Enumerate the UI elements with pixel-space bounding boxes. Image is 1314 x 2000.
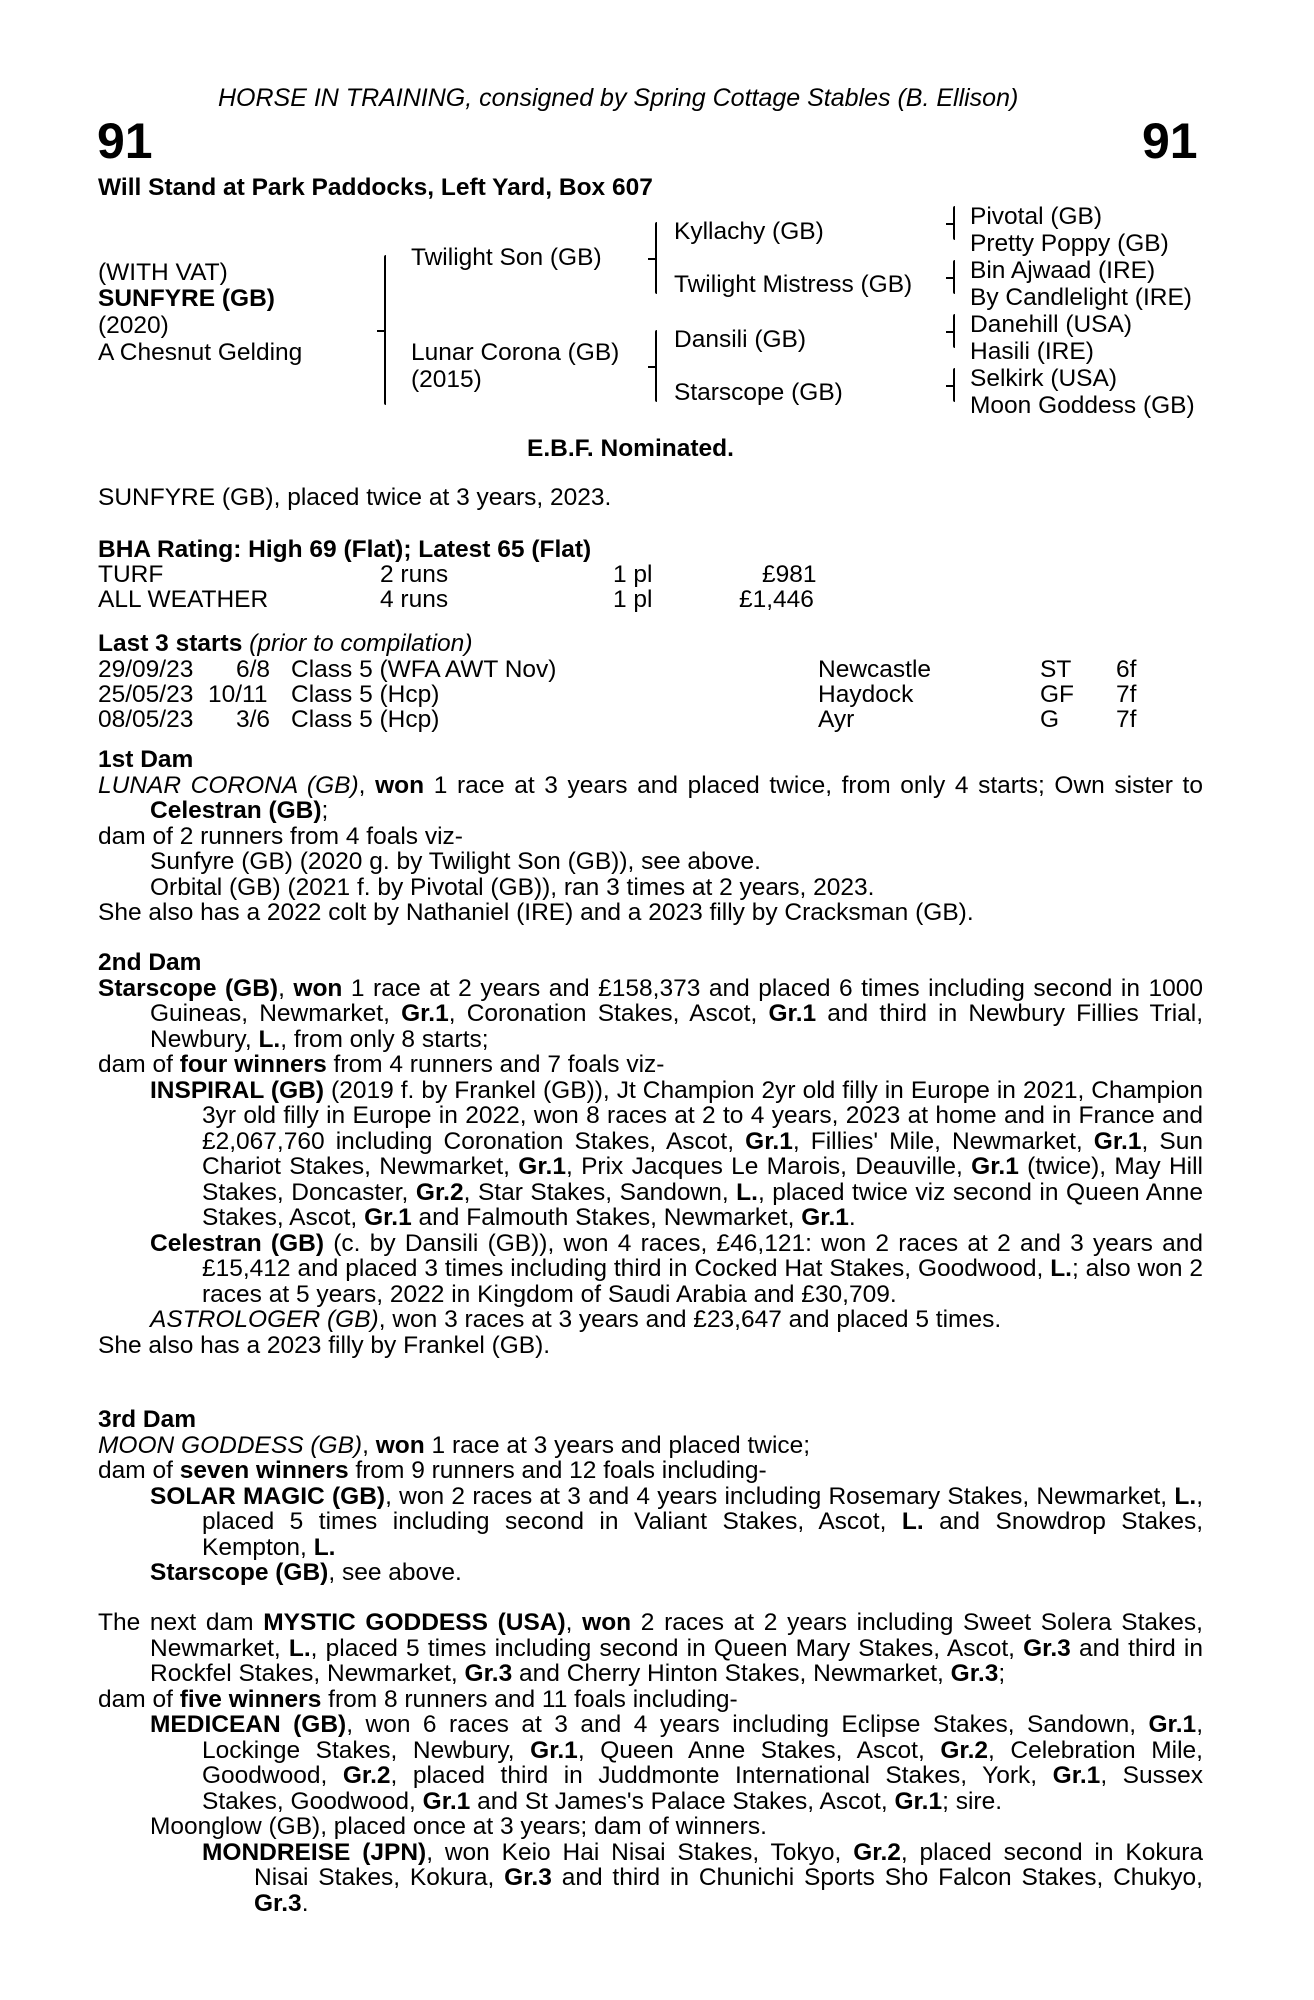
dam-sire: Dansili (GB)	[674, 326, 807, 353]
progeny-entry-starscope: Starscope (GB), see above.	[150, 1559, 462, 1586]
section-heading: 2nd Dam	[98, 949, 202, 976]
ggp-3: Bin Ajwaad (IRE)	[970, 257, 1156, 284]
third-dam-section	[98, 1407, 1203, 1586]
horse-description: A Chesnut Gelding	[98, 339, 303, 366]
also-has-line: She also has a 2023 filly by Frankel (GB).	[98, 1331, 551, 1359]
pedigree-brace-3c	[953, 314, 955, 348]
vat-label: (WITH VAT)	[98, 259, 228, 286]
pedigree-brace-2b	[655, 330, 657, 402]
ggp-5: Danehill (USA)	[970, 311, 1133, 338]
last-starts-heading: Last 3 starts (prior to compilation)	[98, 630, 473, 657]
rating-prize: £1,446	[739, 586, 814, 613]
ggp-6: Hasili (IRE)	[970, 338, 1094, 365]
rating-runs: 2 runs	[380, 561, 449, 588]
stand-info: Will Stand at Park Paddocks, Left Yard, Box 607	[98, 174, 653, 201]
section-heading: 3rd Dam	[98, 1406, 197, 1433]
next-dam-section	[98, 1610, 1203, 1916]
ggp-4: By Candlelight (IRE)	[970, 284, 1192, 311]
dam-of-line: dam of 2 runners from 4 foals viz-	[98, 822, 463, 850]
ggp-8: Moon Goddess (GB)	[970, 392, 1195, 419]
rating-placed: 1 pl	[613, 561, 653, 588]
dam-dam: Starscope (GB)	[674, 379, 843, 406]
ggp-1: Pivotal (GB)	[970, 203, 1103, 230]
progeny-entry-mondreise: MONDREISE (JPN), won Keio Hai Nisai Stakes, Tokyo, Gr.2, placed second in Kokura Nisai Stakes, Kokura, Gr.3 and third in Chunichi Sports Sho Falcon Stakes, Chukyo, Gr.3.	[202, 1838, 1203, 1917]
ggp-2: Pretty Poppy (GB)	[970, 230, 1169, 257]
horse-year: (2020)	[98, 312, 169, 339]
bha-rating: BHA Rating: High 69 (Flat); Latest 65 (Flat)	[98, 536, 592, 563]
pedigree-brace-1	[384, 255, 386, 405]
horse-name: SUNFYRE (GB)	[98, 285, 275, 312]
rating-placed: 1 pl	[613, 586, 653, 613]
rating-surface: TURF	[98, 561, 164, 588]
progeny-line: Orbital (GB) (2021 f. by Pivotal (GB)), ran 3 times at 2 years, 2023.	[150, 873, 875, 901]
rating-prize: £981	[762, 561, 817, 588]
lot-number-left: 91	[97, 113, 153, 169]
progeny-entry-inspiral: INSPIRAL (GB) (2019 f. by Frankel (GB)), Jt Champion 2yr old filly in Europe in 2021, Champion 3yr old filly in Europe in 2022, won 8 races at 2 to 4 years, 2023 at home and in France and £2,067,760 including Coronation Stakes, Ascot, Gr.1, Fillies' Mile, Newmarket, Gr.1, Sun Chariot Stakes, Newmarket, Gr.1, Prix Jacques Le Marois, Deauville, Gr.1 (twice), May Hill Stakes, Doncaster, Gr.2, Star Stakes, Sandown, L., placed twice viz second in Queen Anne Stakes, Ascot, Gr.1 and Falmouth Stakes, Newmarket, Gr.1.	[150, 1076, 1204, 1231]
rating-runs: 4 runs	[380, 586, 449, 613]
progeny-line: Sunfyre (GB) (2020 g. by Twilight Son (GB)), see above.	[150, 848, 761, 875]
progeny-entry-medicean: MEDICEAN (GB), won 6 races at 3 and 4 years including Eclipse Stakes, Sandown, Gr.1, Lockinge Stakes, Newbury, Gr.1, Queen Anne Stakes, Ascot, Gr.2, Celebration Mile, Goodwood, Gr.2, placed third in Juddmonte International Stakes, York, Gr.1, Sussex Stakes, Goodwood, Gr.1 and St James's Palace Stakes, Ascot, Gr.1; sire.	[150, 1711, 1203, 1815]
ggp-7: Selkirk (USA)	[970, 365, 1118, 392]
progeny-entry-solar-magic: SOLAR MAGIC (GB), won 2 races at 3 and 4 years including Rosemary Stakes, Newmarket, L., placed 5 times including second in Valiant Stakes, Ascot, L. and Snowdrop Stakes, Kempton, L.	[150, 1482, 1204, 1561]
second-dam-paragraph: Starscope (GB), won 1 race at 2 years and £158,373 and placed 6 times including second in 1000 Guineas, Newmarket, Gr.1, Coronation Stakes, Ascot, Gr.1 and third in Newbury Fillies Trial, Newbury, L., from only 8 starts;	[98, 974, 1204, 1053]
dam-name: Lunar Corona (GB)	[411, 339, 620, 366]
catalogue-header: HORSE IN TRAINING, consigned by Spring Cottage Stables (B. Ellison)	[218, 84, 1019, 112]
dam-of-line: dam of seven winners from 9 runners and 12 foals including-	[98, 1457, 767, 1484]
sire-name: Twilight Son (GB)	[411, 244, 602, 271]
also-has-line: She also has a 2022 colt by Nathaniel (IRE) and a 2023 filly by Cracksman (GB).	[98, 899, 974, 926]
pedigree-brace-3d	[953, 368, 955, 402]
pedigree-brace-2a	[655, 222, 657, 294]
sire-sire: Kyllachy (GB)	[674, 218, 824, 245]
sire-dam: Twilight Mistress (GB)	[674, 271, 913, 298]
third-dam-paragraph: MOON GODDESS (GB), won 1 race at 3 years and placed twice;	[98, 1431, 811, 1459]
next-dam-paragraph: The next dam MYSTIC GODDESS (USA), won 2 races at 2 years including Sweet Solera Stakes, Newmarket, L., placed 5 times including second in Queen Mary Stakes, Ascot, Gr.3 and third in Rockfel Stakes, Newmarket, Gr.3 and Cherry Hinton Stakes, Newmarket, Gr.3;	[98, 1609, 1203, 1687]
section-heading: 1st Dam	[98, 746, 194, 773]
pedigree-brace-3a	[953, 206, 955, 240]
dam-of-line: dam of five winners from 8 runners and 11 foals including-	[98, 1685, 738, 1713]
dam-of-line: dam of four winners from 4 runners and 7 foals viz-	[98, 1051, 665, 1078]
first-dam-section	[98, 747, 1203, 926]
progeny-entry-astrologer: ASTROLOGER (GB), won 3 races at 3 years and £23,647 and placed 5 times.	[150, 1306, 1002, 1333]
second-dam-section	[98, 950, 1203, 1358]
pedigree-brace-3b	[953, 260, 955, 294]
progeny-entry-celestran: Celestran (GB) (c. by Dansili (GB)), won 4 races, £46,121: won 2 races at 2 and 3 years and £15,412 and placed 3 times including third in Cocked Hat Stakes, Goodwood, L.; also won 2 races at 5 years, 2022 in Kingdom of Saudi Arabia and £30,709.	[150, 1229, 1203, 1308]
first-dam-paragraph: LUNAR CORONA (GB), won 1 race at 3 years and placed twice, from only 4 starts; Own sister to Celestran (GB);	[98, 771, 1203, 824]
lot-number-right: 91	[1142, 113, 1198, 169]
dam-year: (2015)	[411, 366, 482, 393]
horse-summary: SUNFYRE (GB), placed twice at 3 years, 2023.	[98, 484, 612, 511]
ebf-nominated: E.B.F. Nominated.	[527, 435, 734, 462]
progeny-entry-moonglow: Moonglow (GB), placed once at 3 years; dam of winners.	[150, 1813, 767, 1840]
rating-surface: ALL WEATHER	[98, 586, 269, 613]
